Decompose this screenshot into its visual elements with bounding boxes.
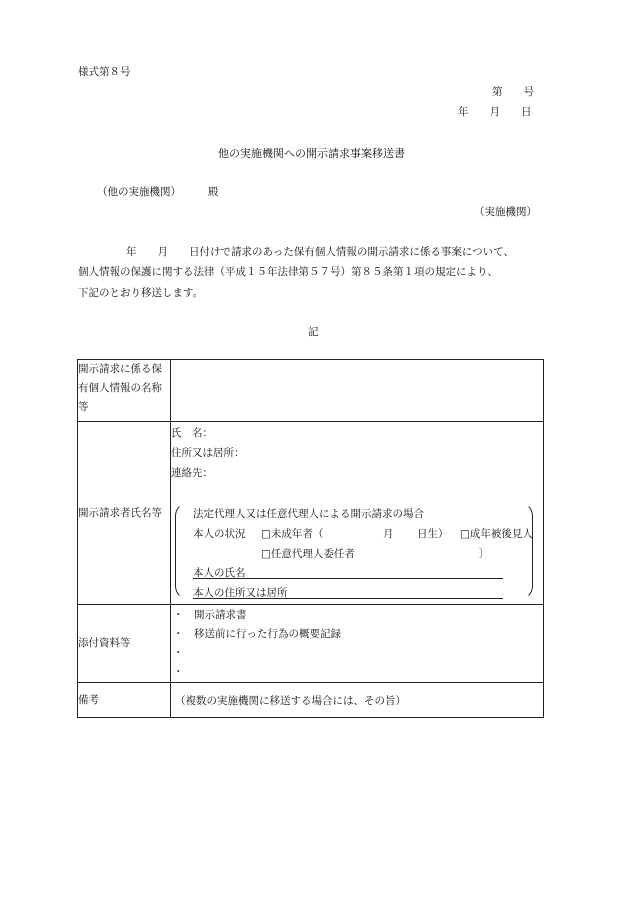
attachment-item-4: ・ <box>173 666 184 678</box>
agent-bracket-close: 〕 <box>479 548 490 560</box>
row-value-attachments <box>171 605 544 683</box>
agent-minor-checkbox: □未成年者（ <box>261 528 324 540</box>
agent-status-label: 本人の状況 <box>193 528 246 540</box>
row-label-requester: 開示請求者氏名等 <box>78 422 171 605</box>
row-label-information-name: 開示請求に係る保有個人情報の名称等 <box>78 360 171 422</box>
ki-heading: 記 <box>308 326 319 338</box>
requester-name-label: 氏 名： <box>171 427 213 439</box>
row-value-requester <box>171 422 544 605</box>
agent-minor-day: 日生） <box>417 528 449 540</box>
recipient-name: （他の実施機関） <box>97 186 181 198</box>
agent-person-name-line <box>193 578 503 579</box>
agent-person-name-label: 本人の氏名 <box>193 567 246 579</box>
attachment-item-2: ・ 移送前に行った行為の概要記録 <box>173 628 341 640</box>
agent-adult-ward-checkbox: □成年被後見人 <box>460 528 533 540</box>
agent-person-address-line <box>193 598 503 599</box>
table-row-information-name <box>78 360 544 422</box>
table-row-attachments <box>78 605 544 683</box>
agent-person-address-label: 本人の住所又は居所 <box>193 587 288 599</box>
row-label-remarks: 備考 <box>78 683 171 718</box>
body-line-1: 年 月 日付けで請求のあった保有個人情報の開示請求に係る事案について、 <box>126 246 514 258</box>
document-number: 第 号 <box>492 86 534 98</box>
document-title: 他の実施機関への開示請求事案移送書 <box>218 147 405 160</box>
attachment-item-1: ・ 開示請求書 <box>173 609 247 621</box>
agent-minor-month: 月 <box>383 528 394 540</box>
table-row-requester <box>78 422 544 605</box>
attachment-item-3: ・ <box>173 647 184 659</box>
recipient-honorific: 殿 <box>208 186 219 198</box>
requester-address-label: 住所又は居所： <box>171 447 245 459</box>
transfer-table <box>77 359 544 718</box>
document-date: 年 月 日 <box>458 106 532 118</box>
agent-voluntary-checkbox: □任意代理人委任者 <box>261 548 355 560</box>
row-value-remarks: （複数の実施機関に移送する場合には、その旨） <box>171 683 544 718</box>
requester-contact-label: 連絡先： <box>171 467 213 479</box>
row-value-information-name <box>171 360 544 422</box>
agent-title: 法定代理人又は任意代理人による開示請求の場合 <box>193 508 424 520</box>
body-line-2: 個人情報の保護に関する法律（平成１５年法律第５７号）第８５条第１項の規定により、 <box>78 266 498 278</box>
row-label-attachments: 添付資料等 <box>78 605 171 683</box>
sender-name: （実施機関） <box>474 206 537 218</box>
table-row-remarks <box>78 683 544 718</box>
form-number: 様式第８号 <box>78 66 131 78</box>
body-line-3: 下記のとおり移送します。 <box>78 287 204 299</box>
